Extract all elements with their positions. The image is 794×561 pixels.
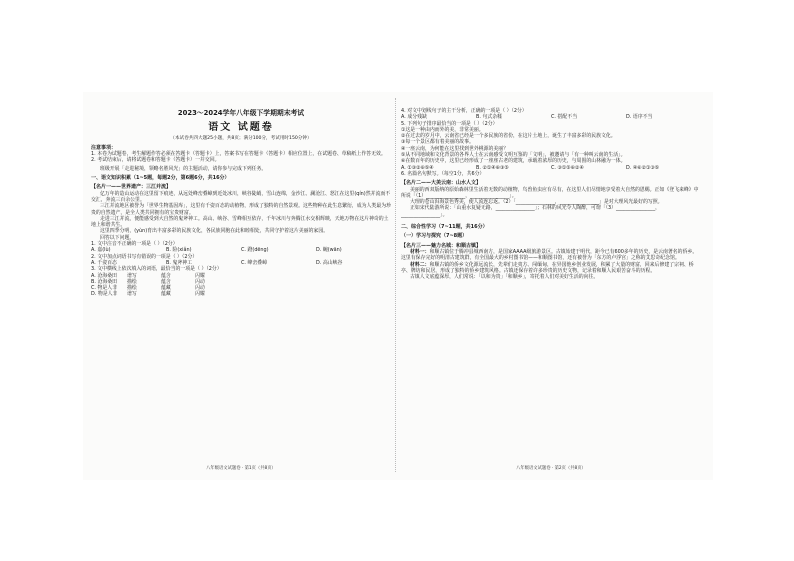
material-1-text: 和顺古镇位于腾冲县城西南方，是国家AAAA级旅游景区。古镇始建于明代，距今已有600多年的历史，是云南著名的侨乡。这里有保存完好的明清古建筑群，有全国最大的乡村图书馆——和顺图书馆，还有被誉为「东方的卢浮宫」之称的艾思奇纪念馆。 xyxy=(401,248,698,262)
option: A. ①③②⑥⑤④ xyxy=(401,164,434,171)
card-2-title: 【名片二——大美云南：山水人文】 xyxy=(401,180,482,187)
question-3-options xyxy=(91,273,391,298)
card-3-title: 【名片三——魅力名城：和顺古镇】 xyxy=(401,242,482,249)
sentence: ②在过去的岁月中，云南省已经是一个多民族的省份，在这片土地上，诞生了丰富多彩的民族文化。 xyxy=(401,133,616,140)
notice-title: 注意事项： xyxy=(91,144,117,151)
section-1-title: 一、语文知识积累（1~5题，每题2分，第6题6分，共16分） xyxy=(91,175,230,182)
exam-sheet xyxy=(83,92,713,480)
sub-section-title: （一）学习与探究（7~8题） xyxy=(401,233,468,240)
option-cell: C. 物是人非 xyxy=(91,285,118,292)
option: B. 鬼斧神工 xyxy=(166,259,193,266)
recitation-text: 大理的苍山洱海景色秀美，使人流连忘返。（2）「________________，________________」是对大理风光最好的写照。 xyxy=(410,199,663,206)
option-cell: 描绘 xyxy=(127,278,137,285)
passage-followup: 回答以下问题。 xyxy=(100,234,135,241)
option-cell: 闪动 xyxy=(195,285,205,292)
question-1-options xyxy=(91,247,391,253)
option: C. 峰峦叠嶂 xyxy=(241,259,268,266)
intro-text: 班级开展「走进秘境，领略名胜风光」的主题活动，请你参与完成下列任务。 xyxy=(100,165,267,172)
option: A. 千姿百态 xyxy=(91,259,117,266)
option-row xyxy=(91,291,391,297)
section-2-title: 二、综合性学习（7~11题，共16分） xyxy=(401,224,488,231)
option-cell: B. 沧海桑田 xyxy=(91,278,118,285)
material-1-label: 材料一： xyxy=(410,248,430,255)
option: C. 蹬(dēng) xyxy=(241,247,269,254)
option-cell: 蕴含 xyxy=(161,278,171,285)
question-3: 3. 文中横线上依次填入的词语，最恰当的一项是（ ）（2分） xyxy=(91,266,222,273)
sentence: ⑤从不同地域和文化背景的各界人士在云南感受文明互鉴的「文明」，被邀请与「有一种叫云南的生活」。 xyxy=(401,152,626,159)
option: B. 险(xiǎn) xyxy=(166,247,192,254)
sentence: ⑥在数百年的历史中，这里已经形成了一座座古老的建筑，承载着浓厚的历史，与周围的山林融为一体。 xyxy=(401,158,626,165)
page-2 xyxy=(401,92,701,480)
material-2-label: 材料二： xyxy=(410,261,430,268)
option: B. 句式杂糅 xyxy=(476,114,503,121)
option-cell: 谱写 xyxy=(127,291,137,298)
question-1: 1. 文中注音不正确的一项是（ ）（2分） xyxy=(91,241,178,248)
option-cell: 谱写 xyxy=(127,272,137,279)
question-6: 6. 名篇名句默写。（每空1分，共6分） xyxy=(401,170,485,177)
passage-paragraph: 走进三江并流，便能感受到大自然的鬼斧神工。高山、峡谷、雪峰相互依存，千年冰川与奔腾江水交相辉映，天地万物在这片神奇的土地上和谐共生。 xyxy=(91,215,389,229)
material-3: 古镇人文底蕴深厚，人们常说：「以和为贵」「和顺乡」，寄托着人们对美好生活的向往。 xyxy=(410,274,599,281)
passage-paragraph: 亿万年的造山运动在这里留下痕迹，从远处峰峦叠嶂到近处冰川，峡谷陡峭，雪山连绵，金沙江、澜沧江、怒江在这里(qín)然并流而不交汇，奔流三百余公里。 xyxy=(91,190,391,203)
option: B. ②①④⑥③⑤ xyxy=(476,164,509,171)
passage-paragraph: 这里四季分明，(yùn)育出丰富多彩的民族文化，各民族同胞在此和睦相处，共同守护着这片美丽的家园。 xyxy=(100,228,329,235)
option-cell: 蕴含 xyxy=(161,272,171,279)
recitation-text: 美丽的西双版纳的原始森林里生活着无数的动植物，鸟兽鱼虫应有尽有，在这里人们尽情地享受着大自然的恩赐。正如《登飞来峰》中所说「（1）________________，________________」。 xyxy=(401,186,699,199)
option-cell: 蕴藏 xyxy=(161,291,171,298)
question-4-options xyxy=(401,114,701,120)
option-cell: 闪耀 xyxy=(195,272,205,279)
option: D. ④⑥②①③⑤ xyxy=(626,164,660,171)
option-cell: 描绘 xyxy=(127,285,137,292)
question-2: 2. 文中加点词语书写有错误的一项是（ ）（2分） xyxy=(91,253,198,260)
sentence: ③每一个景区都有着美丽的故事。 xyxy=(401,139,474,146)
option-cell: 蕴藏 xyxy=(161,285,171,292)
material-1 xyxy=(401,249,701,262)
page-1 xyxy=(91,92,391,480)
option-cell: D. 物是人非 xyxy=(91,291,118,298)
material-2 xyxy=(401,262,701,275)
option: C. 搭配不当 xyxy=(551,114,578,121)
sentence: ④一座云南，为何能在这里找到世外桃源的美丽？ xyxy=(401,145,509,152)
option: A. 成分残缺 xyxy=(401,114,427,121)
material-2-text: 和顺古镇的侨乡文化源远流长，先辈们走夷方、闯缅甸，在异国他乡创业发展，积累了大量的财富，回来后修建了宗祠、桥亭、牌坊和民居，形成了独特的侨乡建筑风格。古镇还保存着许多珍贵的历史文物，记录着和顺人民艰苦奋斗的历程。 xyxy=(401,261,694,274)
column-divider xyxy=(395,98,396,472)
page-footer: 八年级语文试题卷 · 第2页（共8页） xyxy=(516,465,586,471)
notice-item: 2. 考试结束后，请将试题卷和答题卡（答题卡）一并交回。 xyxy=(91,157,220,164)
exam-title: 2023～2024学年八年级下学期期末考试 xyxy=(177,109,305,117)
question-5: 5. 下列句子排序最恰当的一项是（ ）（2分） xyxy=(401,120,498,127)
sentence: ①这是一种由内而外的美，非常美丽。 xyxy=(401,126,484,133)
notice-item: 1. 本卷为试题卷，考生解题作答必须在答题卡（答题卡）上，答案书写在答题卡（答题卡）相应位置上，在试题卷、草稿纸上作答无效。 xyxy=(91,151,386,158)
option-cell: 闪动 xyxy=(195,278,205,285)
option-cell: 闪耀 xyxy=(195,291,205,298)
option-cell: A. 沧海桑田 xyxy=(91,272,117,279)
option: D. 蜿(wān) xyxy=(316,247,342,254)
option: D. 高山峡谷 xyxy=(316,259,343,266)
option: C. ③①⑤⑥②④ xyxy=(551,164,584,171)
page-footer: 八年级语文试题卷 · 第1页（共8页） xyxy=(206,465,276,471)
recitation-text: 正如宋代陆游所说：「山重水复疑无路，________________」；石林的风光令人陶醉，可谓「（3）________________，________________」。 xyxy=(401,205,661,218)
passage-paragraph: 三江并流地区被誉为「世界生物基因库」，这里有千姿百态的动植物，形成了独特的自然景观。这些物种在此生息繁衍，成为人类最为珍贵的自然遗产，是全人类共同拥有的宝贵财富。 xyxy=(91,203,391,216)
option: A. 嘉(lù) xyxy=(91,247,111,254)
subject-title: 语文 试题卷 xyxy=(208,122,274,134)
question-4: 4. 对文中划线句子的主干分析，正确的一项是（ ）（2分） xyxy=(401,108,527,114)
card-1-title: 【名片一——世界遗产：三江并流】 xyxy=(91,184,172,191)
exam-note: （本试卷共四大题25小题，共8页；满分100分，考试用时150分钟） xyxy=(170,135,312,141)
option: D. 语序不当 xyxy=(626,114,653,121)
